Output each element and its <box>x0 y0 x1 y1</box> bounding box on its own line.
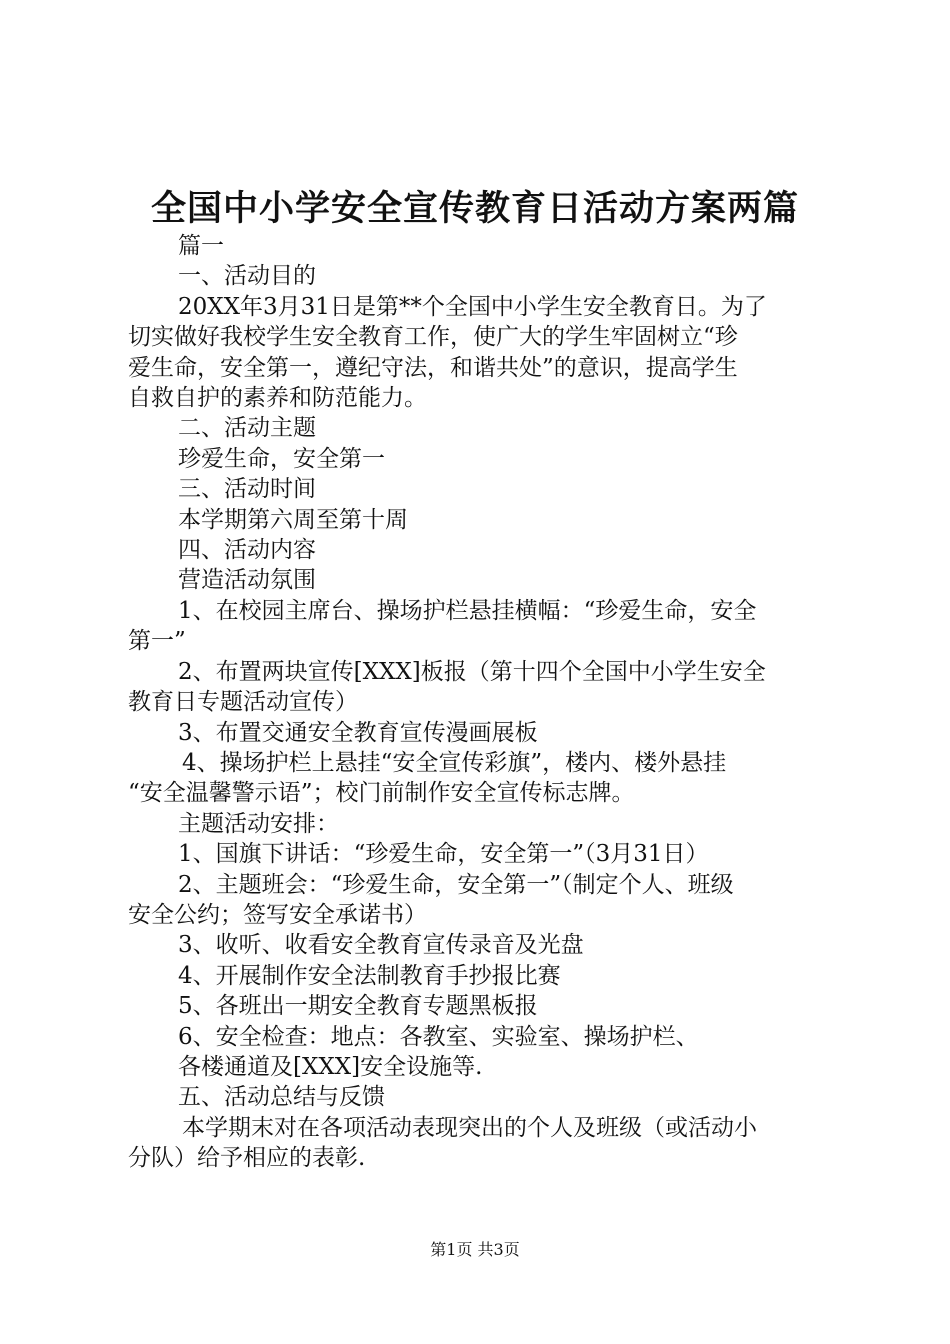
list-item-line: 1、在校园主席台、操场护栏悬挂横幅：“珍爱生命，安全 <box>178 597 757 624</box>
paragraph-line: 珍爱生命，安全第一 <box>178 445 385 472</box>
paragraph-line: 爱生命，安全第一，遵纪守法，和谐共处”的意识，提高学生 <box>128 354 738 381</box>
list-item-line: 3、布置交通安全教育宣传漫画展板 <box>178 719 538 746</box>
list-item-line: 1、国旗下讲话：“珍爱生命，安全第一”（3月31日） <box>178 841 709 868</box>
section-heading: 二、活动主题 <box>178 415 316 442</box>
paragraph-line: 本学期第六周至第十周 <box>178 506 408 533</box>
section-heading: 篇一 <box>178 233 224 259</box>
sub-heading: 主题活动安排： <box>178 810 339 837</box>
list-item-line: 6、安全检查：地点：各教室、实验室、操场护栏、 <box>178 1023 699 1050</box>
paragraph-line: 20XX年3月31日是第**个全国中小学生安全教育日。为了 <box>178 293 767 320</box>
section-heading: 四、活动内容 <box>178 537 316 564</box>
paragraph-line: 本学期末对在各项活动表现突出的个人及班级（或活动小 <box>182 1114 757 1141</box>
paragraph-line: 切实做好我校学生安全教育工作，使广大的学生牢固树立“珍 <box>128 324 738 351</box>
section-heading: 三、活动时间 <box>178 476 316 503</box>
section-heading: 一、活动目的 <box>178 263 316 290</box>
sub-heading: 营造活动氛围 <box>178 567 316 594</box>
document-title: 全国中小学安全宣传教育日活动方案两篇 <box>150 188 799 229</box>
list-item-line: 2、主题班会：“珍爱生命，安全第一”（制定个人、班级 <box>178 871 734 898</box>
page-footer: 第1页 共3页 <box>430 1240 520 1259</box>
list-item-line: 4、开展制作安全法制教育手抄报比赛 <box>178 962 561 989</box>
paragraph-line: 分队）给予相应的表彰. <box>128 1145 366 1172</box>
list-item-line: “安全温馨警示语”；校门前制作安全宣传标志牌。 <box>128 780 635 807</box>
list-item-line: 各楼通道及[XXX]安全设施等. <box>178 1053 483 1080</box>
paragraph-line: 自救自护的素养和防范能力。 <box>128 385 427 412</box>
document-body <box>128 231 838 1174</box>
section-heading: 五、活动总结与反馈 <box>178 1084 385 1111</box>
list-item-line: 第一” <box>128 628 186 655</box>
list-item-line: 安全公约；签写安全承诺书） <box>128 901 427 928</box>
list-item-line: 教育日专题活动宣传） <box>128 689 358 716</box>
list-item-line: 5、各班出一期安全教育专题黑板报 <box>178 993 538 1020</box>
list-item-line: 2、布置两块宣传[XXX]板报（第十四个全国中小学生安全 <box>178 658 766 685</box>
list-item-line: 4、操场护栏上悬挂“安全宣传彩旗”，楼内、楼外悬挂 <box>182 749 727 776</box>
list-item-line: 3、收听、收看安全教育宣传录音及光盘 <box>178 932 584 959</box>
